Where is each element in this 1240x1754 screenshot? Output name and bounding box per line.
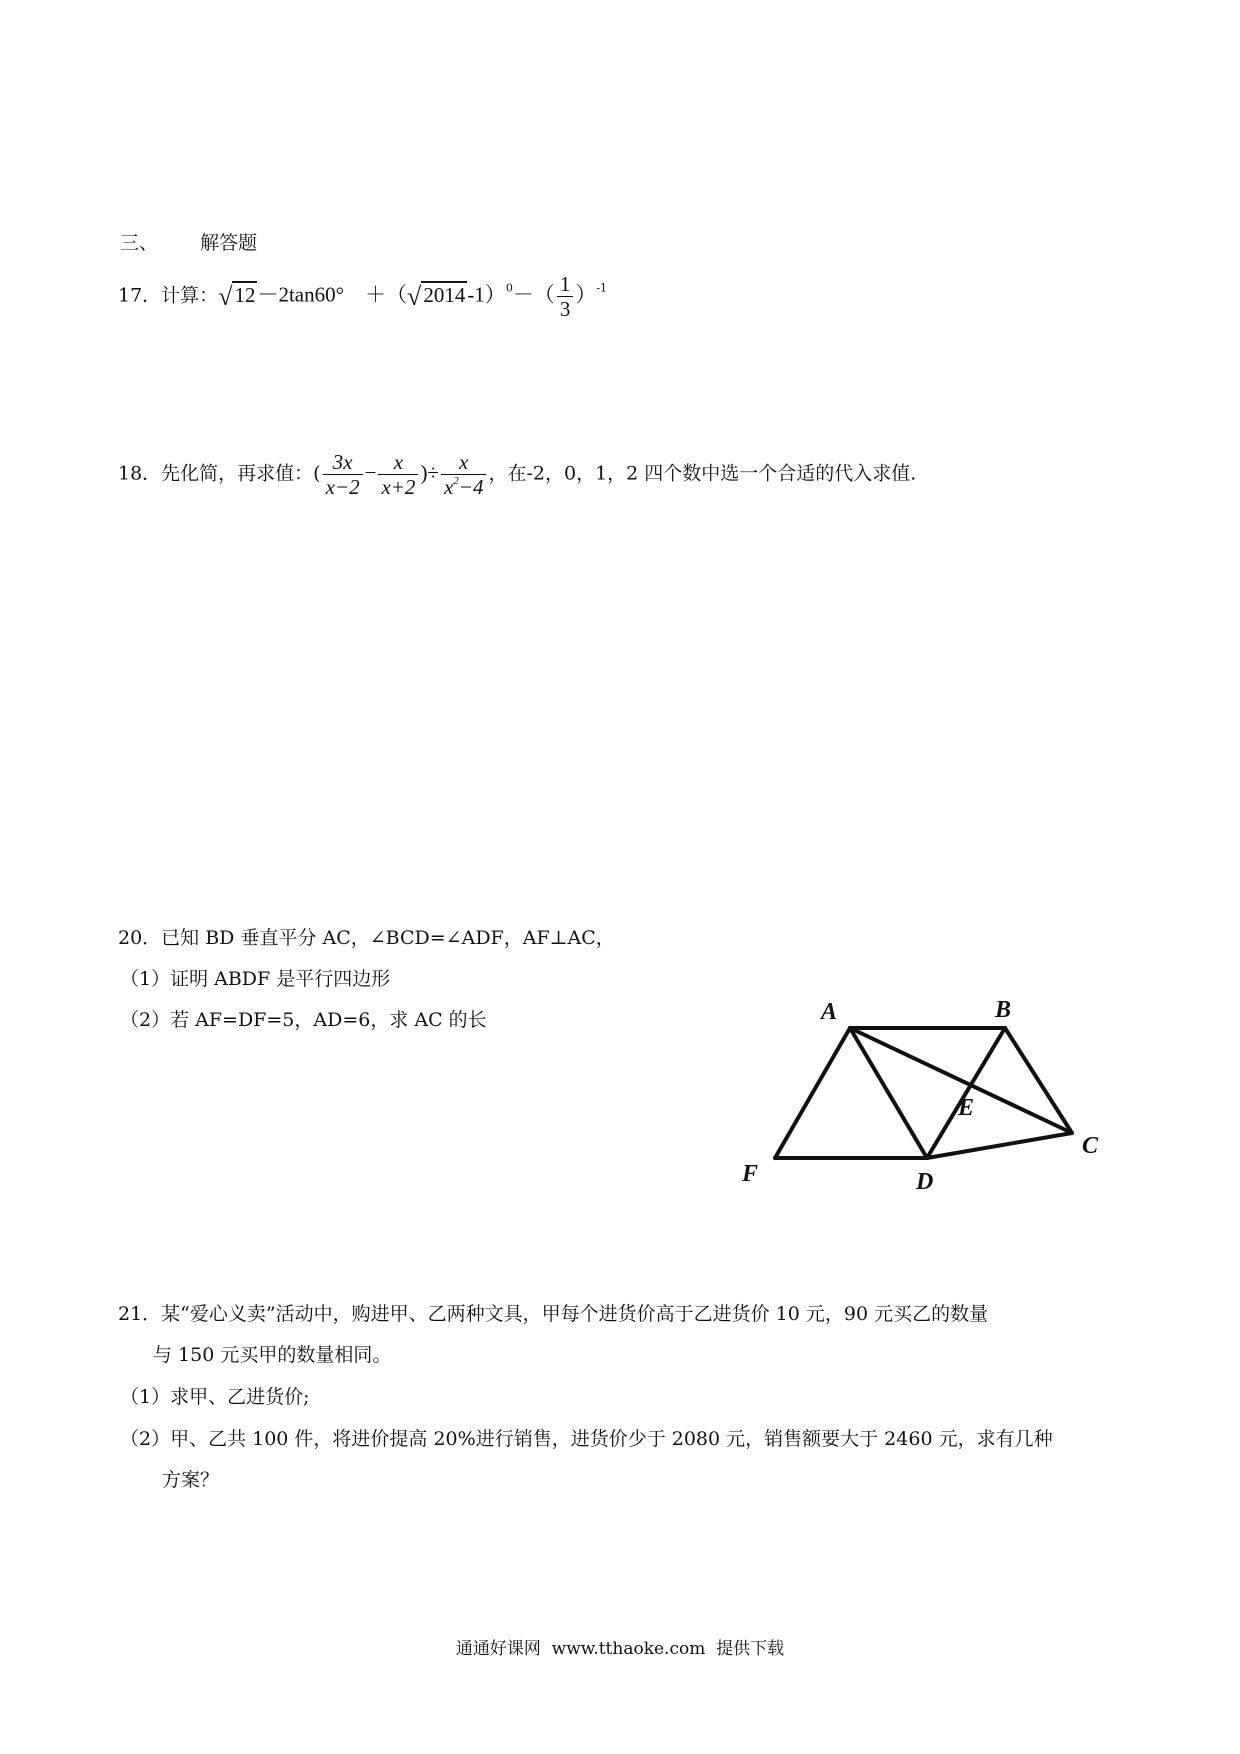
segment-bd: [927, 1028, 1005, 1158]
q21-line4: （2）甲、乙共 100 件，将进价提高 20%进行销售，进货价少于 2080 元，销售额要大于 2460 元，求有几种: [120, 1428, 1053, 1450]
q17-exponent-neg1: -1: [596, 281, 608, 295]
section-title: 解答题: [200, 232, 258, 254]
q18-tail: ，在-2，0，1，2 四个数中选一个合适的代入求值.: [488, 462, 917, 485]
q21-line5: 方案？: [162, 1469, 220, 1491]
q17-label: 17．计算：: [118, 284, 219, 307]
q17-part2: －2tan60° ＋（: [257, 282, 408, 307]
segment-dc: [927, 1133, 1072, 1158]
geometry-figure: [720, 985, 1140, 1215]
sqrt-2014: √2014: [407, 281, 466, 311]
q18-fraction-2: $\frac{x}{x+2}$: [378, 450, 418, 499]
section-heading: [120, 228, 257, 255]
question-18: [118, 450, 916, 499]
q20-line3: （2）若 AF=DF=5，AD=6，求 AC 的长: [120, 1009, 487, 1031]
q18-divide: )÷: [420, 460, 439, 485]
q18-minus: −: [364, 460, 377, 485]
label-a: A: [821, 999, 838, 1025]
q17-fraction: $\frac{1}{3}$: [557, 272, 574, 321]
label-b: B: [995, 997, 1012, 1023]
segment-af: [775, 1028, 850, 1158]
q17-part3: -1）: [467, 282, 506, 307]
q20-line1: 20．已知 BD 垂直平分 AC，∠BCD=∠ADF，AF⊥AC，: [118, 927, 615, 949]
label-d: D: [916, 1169, 934, 1195]
q21-line2: 与 150 元买甲的数量相同。: [153, 1344, 392, 1366]
q17-part4: －（: [512, 282, 555, 307]
q21-line1: 21．某“爱心义卖”活动中，购进甲、乙两种文具，甲每个进货价高于乙进货价 10 元，90 元买乙的数量: [118, 1303, 989, 1325]
sqrt-12: √12: [218, 281, 256, 311]
radical-icon: √: [218, 281, 233, 311]
label-f: F: [742, 1161, 759, 1187]
q20-line2: （1）证明 ABDF 是平行四边形: [120, 968, 391, 990]
q17-part5: ）: [575, 282, 597, 307]
q18-label: 18．先化简，再求值：(: [118, 462, 321, 485]
q18-fraction-3: $\frac{x}{x^2-4}$: [441, 450, 487, 499]
label-e: E: [958, 1095, 975, 1121]
section-number: 三、: [120, 232, 159, 254]
q18-fraction-1: $\frac{3x}{x-2}$: [323, 450, 363, 499]
label-c: C: [1082, 1133, 1099, 1159]
q21-line3: （1）求甲、乙进货价;: [120, 1386, 310, 1408]
question-17: [118, 272, 607, 321]
radical-icon: √: [407, 281, 422, 311]
q17-exponent-zero: 0: [505, 281, 513, 295]
footer-credit: 通通好课网 www.tthaoke.com 提供下载: [455, 1639, 785, 1659]
